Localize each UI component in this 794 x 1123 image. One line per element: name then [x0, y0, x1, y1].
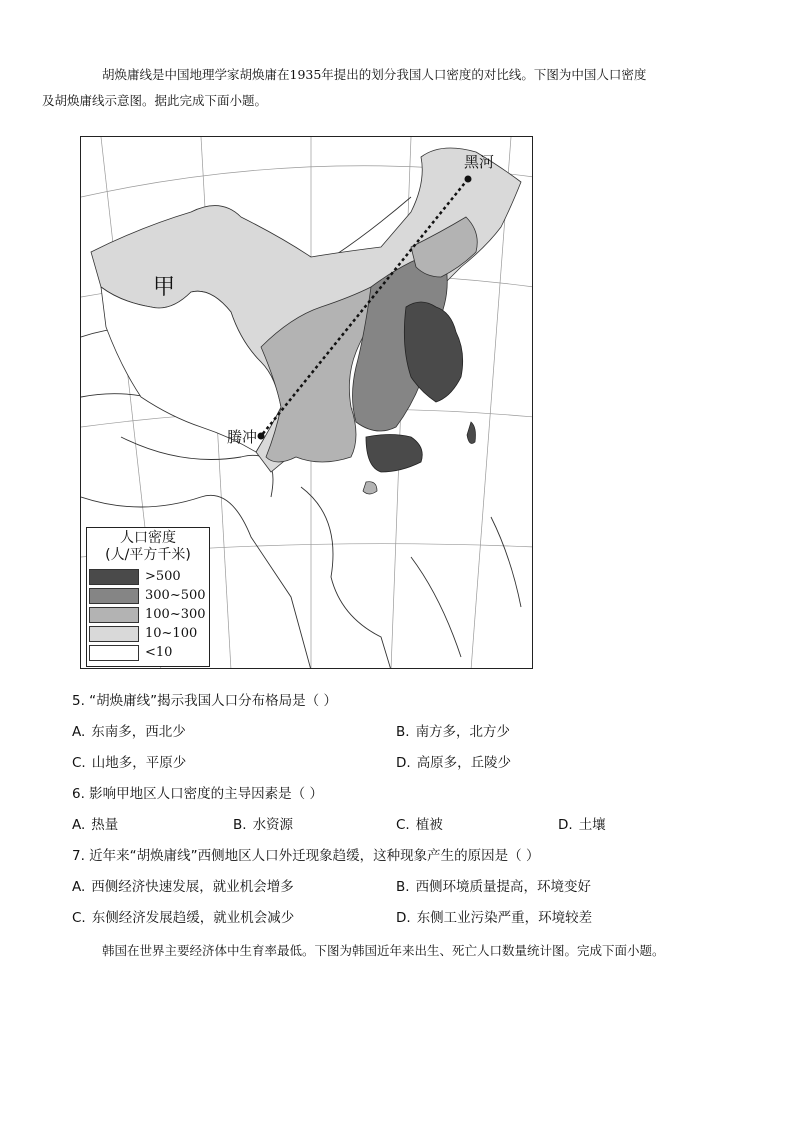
legend-row [89, 624, 209, 643]
q7-option-d[interactable] [396, 908, 592, 928]
legend-swatch [89, 569, 139, 585]
q6-option-d[interactable] [558, 815, 606, 835]
region-south-gt500 [366, 435, 422, 473]
legend-label: >500 [145, 569, 181, 584]
option-letter: D. [396, 910, 411, 926]
option-letter: A. [72, 724, 86, 740]
option-text: 西侧经济快速发展，就业机会增多 [91, 879, 294, 895]
tengchong-point [258, 433, 265, 440]
legend-row [89, 567, 209, 586]
q7-option-c[interactable] [72, 908, 294, 928]
question-5-stem: 5. “胡焕庸线”揭示我国人口分布格局是（ ） [72, 693, 337, 709]
option-letter: A. [72, 879, 86, 895]
option-letter: B. [396, 724, 410, 740]
legend-swatch [89, 607, 139, 623]
option-letter: B. [396, 879, 410, 895]
option-letter: C. [72, 755, 86, 771]
legend-label: 100~300 [145, 607, 206, 622]
map-legend [86, 527, 210, 667]
island-hainan [363, 482, 377, 494]
intro-paragraph [42, 62, 732, 114]
q6-option-c[interactable] [396, 815, 443, 835]
q6-option-a[interactable] [72, 815, 118, 835]
option-letter: C. [396, 817, 410, 833]
option-text: 植被 [415, 817, 443, 833]
question-7-stem: 7. 近年来“胡焕庸线”西侧地区人口外迁现象趋缓，这种现象产生的原因是（ ） [72, 848, 540, 864]
option-letter: D. [558, 817, 573, 833]
legend-row [89, 586, 209, 605]
legend-swatch [89, 645, 139, 661]
option-letter: A. [72, 817, 86, 833]
legend-row [89, 643, 209, 662]
label-jia: 甲 [153, 275, 176, 300]
q6-option-b[interactable] [233, 815, 293, 835]
label-tengchong: 腾冲 [227, 428, 258, 446]
option-text: 南方多，北方少 [415, 724, 511, 740]
option-text: 水资源 [252, 817, 294, 833]
legend-row [89, 605, 209, 624]
intro-line-1: 胡焕庸线是中国地理学家胡焕庸在1935年提出的划分我国人口密度的对比线。下图为中国人口密度 [102, 67, 647, 82]
option-letter: C. [72, 910, 86, 926]
legend-label: <10 [145, 645, 173, 660]
q7-option-a[interactable] [72, 877, 294, 897]
legend-swatch [89, 626, 139, 642]
option-text: 东侧经济发展趋缓，就业机会减少 [91, 910, 295, 926]
q5-option-d[interactable] [396, 753, 511, 773]
q5-option-a[interactable] [72, 722, 186, 742]
intro-line-2: 及胡焕庸线示意图。据此完成下面小题。 [42, 93, 268, 108]
question-6-stem: 6. 影响甲地区人口密度的主导因素是（ ） [72, 786, 323, 802]
heihe-point [465, 176, 472, 183]
option-text: 西侧环境质量提高，环境变好 [415, 879, 592, 895]
label-heihe: 黑河 [464, 153, 495, 171]
option-text: 山地多，平原少 [91, 755, 187, 771]
legend-swatch [89, 588, 139, 604]
island-taiwan [467, 422, 476, 443]
q7-option-b[interactable] [396, 877, 591, 897]
option-letter: D. [396, 755, 411, 771]
q5-option-c[interactable] [72, 753, 186, 773]
option-text: 东南多，西北少 [91, 724, 186, 740]
option-text: 高原多，丘陵少 [416, 755, 512, 771]
option-text: 土壤 [578, 817, 606, 833]
option-text: 热量 [91, 817, 119, 833]
legend-label: 10~100 [145, 626, 198, 641]
legend-label: 300~500 [145, 588, 206, 603]
legend-title-line2: (人/平方千米) [105, 547, 191, 563]
q5-option-b[interactable] [396, 722, 510, 742]
legend-title-line1: 人口密度 [120, 530, 176, 546]
option-letter: B. [233, 817, 247, 833]
option-text: 东侧工业污染严重，环境较差 [416, 910, 593, 926]
intro-paragraph-2: 韩国在世界主要经济体中生育率最低。下图为韩国近年来出生、死亡人口数量统计图。完成下面小题。 [102, 943, 665, 958]
